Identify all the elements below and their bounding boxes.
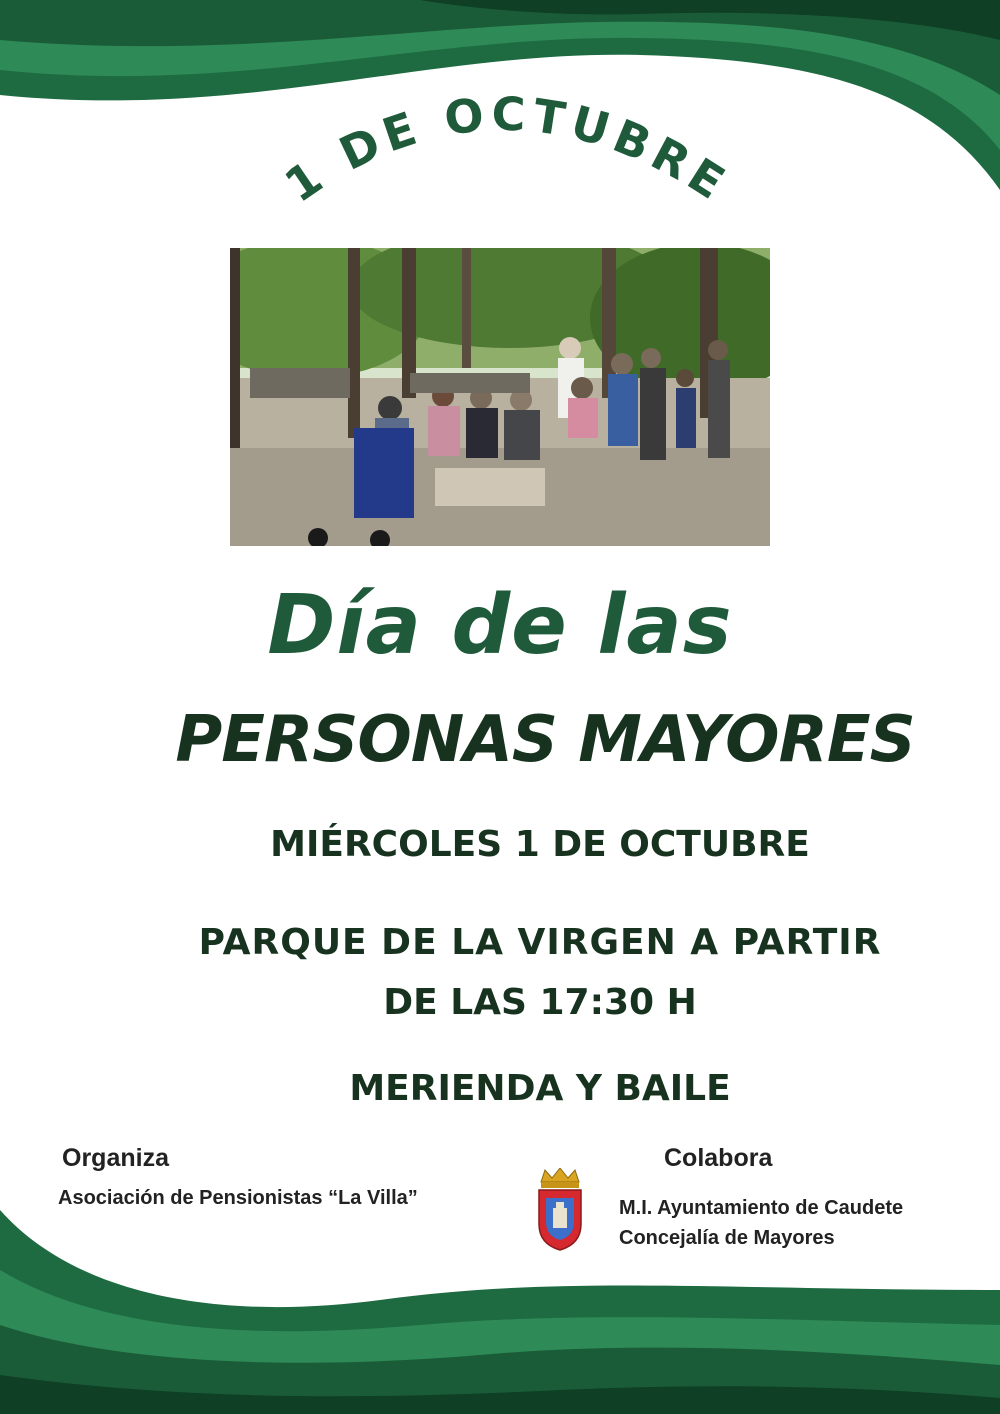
colabora-line2: Concejalía de Mayores (619, 1227, 835, 1249)
arc-title-text: 1 DE OCTUBRE (275, 86, 739, 213)
event-activity: MERIENDA Y BAILE (349, 1068, 731, 1109)
arc-title (250, 85, 750, 215)
event-place-line2: DE LAS 17:30 H (383, 982, 697, 1023)
headline-line2: PERSONAS MAYORES (175, 703, 915, 777)
event-date: MIÉRCOLES 1 DE OCTUBRE (270, 824, 810, 865)
organiza-name: Asociación de Pensionistas “La Villa” (58, 1187, 418, 1209)
colabora-label: Colabora (664, 1144, 773, 1172)
organiza-label: Organiza (62, 1144, 169, 1172)
svg-text:1 DE OCTUBRE (275, 87, 739, 213)
event-place-line1: PARQUE DE LA VIRGEN A PARTIR (198, 922, 882, 963)
bottom-wave-decoration (0, 1150, 1000, 1414)
event-photo (230, 248, 770, 546)
colabora-line1: M.I. Ayuntamiento de Caudete (619, 1197, 904, 1219)
headline-line1: Día de las (267, 578, 733, 673)
